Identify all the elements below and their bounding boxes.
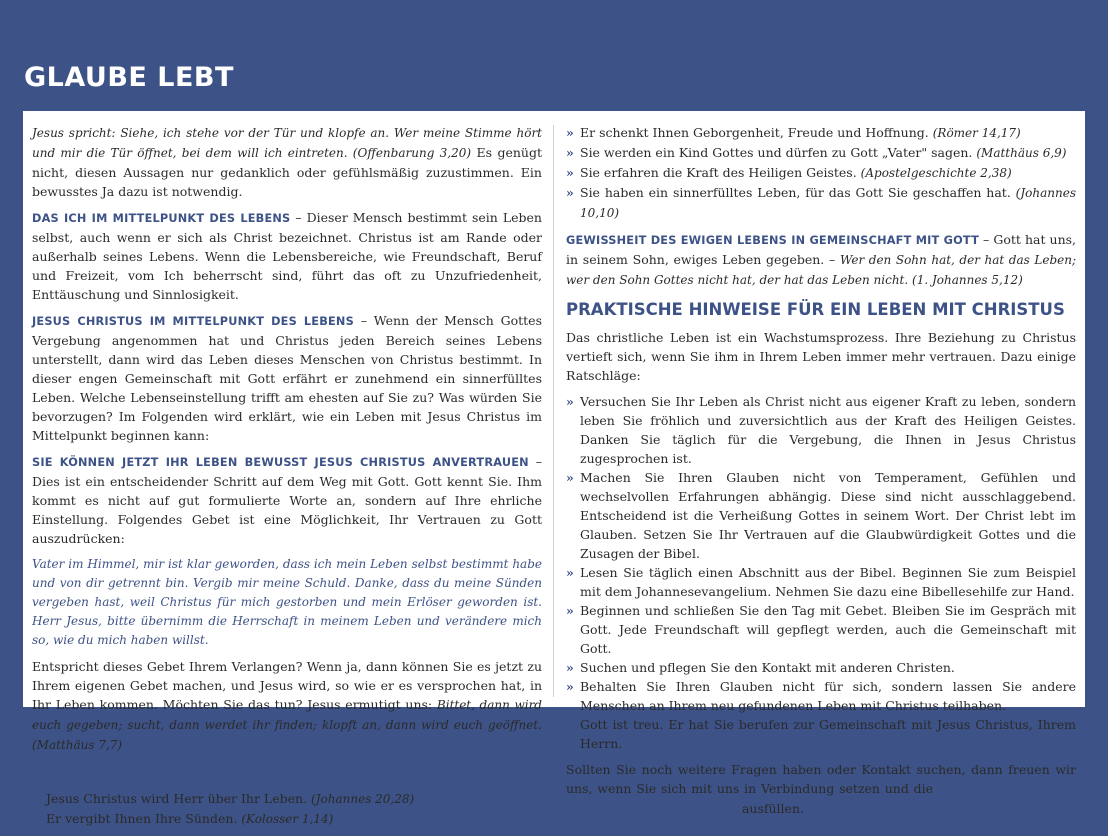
practical-heading: PRAKTISCHE HINWEISE FÜR EIN LEBEN MIT CHRISTUS: [566, 300, 1065, 319]
intro-paragraph: [32, 123, 542, 201]
section-christ-center: [32, 311, 542, 445]
list-item: » Sie erfahren die Kraft des Heiligen Geistes. (Apostelgeschichte 2,38): [566, 163, 1076, 183]
list-item: » Lesen Sie täglich einen Abschnitt aus der Bibel. Beginnen Sie zum Beispiel mit dem Johannesevangelium. Nehmen Sie dazu eine Bibellesehilfe zur Hand.: [566, 563, 1076, 601]
after-prayer-paragraph: [32, 657, 542, 755]
closing-end: ausfüllen.: [737, 801, 804, 816]
section-eternal-life-heading: GEWISSHEIT DES EWIGEN LEBENS IN GEMEINSCHAFT MIT GOTT: [566, 234, 980, 247]
section-ego-center-heading: DAS ICH IM MITTELPUNKT DES LEBENS: [32, 212, 291, 225]
bible-reference: (Kolosser 1,14): [241, 812, 334, 826]
column-divider: [553, 125, 554, 697]
section-christ-center-text: – Wenn der Mensch Gottes Vergebung angenommen hat und Christus jeden Bereich seines Lebens unterstellt, dann wird das Leben dieses Menschen von Christus bestimmt. In dieser engen Gemeinschaft mit Gott erfährt er zunehmend ein sinnerfülltes Leben. Welche Lebenseinstellung trifft am ehesten auf Sie zu? Was würden Sie bevorzugen? Im Folgenden wird erklärt, wie ein Leben mit Jesus Christus im Mittelpunkt beginnen kann:: [32, 313, 542, 443]
prayer-text: Vater im Himmel, mir ist klar geworden, dass ich mein Leben selbst bestimmt habe und von dir getrennt bin. Vergib mir meine Schuld. Danke, dass du meine Sünden vergeben hast, weil Christus für mich gestorben und mein Erlöser geworden ist. Herr Jesus, bitte übernimm die Herrschaft in meinem Leben und verändere mich so, wie du mich haben willst.: [32, 557, 542, 647]
list-item: » Machen Sie Ihren Glauben nicht von Temperament, Gefühlen und wechselvollen Erfahrungen abhängig. Diese sind nicht ausschlaggebend. Entscheidend ist die Verheißung Gottes in seinem Wort. Der Christ lebt im Glauben. Setzen Sie Ihr Vertrauen auf die Glaubwürdigkeit Gottes und die Zusagen der Bibel.: [566, 468, 1076, 563]
section-eternal-life-text: – Gott hat uns, in seinem Sohn, ewiges Leben gegeben. –: [566, 232, 1077, 267]
closing-paragraph: [566, 760, 1076, 819]
section-christ-center-heading: JESUS CHRISTUS IM MITTELPUNKT DES LEBENS: [32, 315, 354, 328]
list-item: » Behalten Sie Ihren Glauben nicht für sich, sondern lassen Sie andere Menschen an Ihrem neu gefundenen Leben mit Christus teilhaben.: [566, 677, 1076, 715]
list-item: » Sie werden ein Kind Gottes und dürfen zu Gott „Vater" sagen. (Matthäus 6,9): [566, 143, 1076, 163]
list-item: » Versuchen Sie Ihr Leben als Christ nicht aus eigener Kraft zu leben, sondern leben Sie fröhlich und zuversichtlich aus der Kraft des Heiligen Geistes. Danken Sie täglich für die Vergebung, die Ihnen in Jesus Christus zugesprochen ist.: [566, 392, 1076, 468]
closing-text: Sollten Sie noch weitere Fragen haben oder Kontakt suchen, dann freuen wir uns, wenn Sie sich mit uns in Verbindung setzen und die: [566, 762, 1076, 796]
bible-reference: (Römer 14,17): [932, 126, 1021, 140]
left-bullet-list: [32, 789, 542, 829]
bible-reference: (Apostelgeschichte 2,38): [860, 166, 1012, 180]
tips-list: [566, 392, 1076, 753]
what-happens-heading: WAS GESCHIEHT, WENN SIE IHR LEBEN JESUS CHRISTUS ANVERTRAUEN?: [32, 766, 504, 779]
section-entrust-heading: SIE KÖNNEN JETZT IHR LEBEN BEWUSST JESUS CHRISTUS ANVERTRAUEN: [32, 456, 529, 469]
section-ego-center: [32, 208, 542, 304]
answer-card-reference: ANTWORTKARTE AUF DER KALENDERRÜCKSEITE: [566, 783, 1076, 816]
list-item: » Er vergibt Ihnen Ihre Sünden. (Kolosser 1,14): [32, 809, 542, 829]
list-item: » Suchen und pflegen Sie den Kontakt mit anderen Christen.: [566, 658, 1076, 677]
bible-reference: (Johannes 10,10): [580, 186, 1076, 220]
list-item: » Er schenkt Ihnen Geborgenheit, Freude und Hoffnung. (Römer 14,17): [566, 123, 1076, 143]
list-item: » Beginnen und schließen Sie den Tag mit Gebet. Bleiben Sie im Gespräch mit Gott. Jede Freundschaft will gepflegt werden, auch die Gemeinschaft mit Gott.: [566, 601, 1076, 658]
intro-quote: Jesus spricht: Siehe, ich stehe vor der Tür und klopfe an. Wer meine Stimme hört und mir die Tür öffnet, bei dem will ich eintreten. (Offenbarung 3,20): [32, 126, 542, 160]
bible-reference: (Matthäus 6,9): [976, 146, 1067, 160]
intro-text: Es genügt nicht, diesen Aussagen nur gedanklich oder gefühlsmäßig zuzustimmen. Ein bewusstes Ja dazu ist notwendig.: [32, 145, 543, 199]
after-prayer-quote: Bittet, dann wird euch gegeben; sucht, dann werdet ihr finden; klopft an, dann wird euch geöffnet. (Matthäus 7,7): [32, 698, 542, 752]
after-prayer-text: Entspricht dieses Gebet Ihrem Verlangen? Wenn ja, dann können Sie es jetzt zu Ihrem eigenen Gebet machen, und Jesus wird, so wie er es versprochen hat, in Ihr Leben kommen. Möchten Sie das tun? Jesus ermutigt uns:: [32, 659, 542, 712]
page-title: GLAUBE LEBT: [24, 62, 234, 93]
list-item: » Gott ist treu. Er hat Sie berufen zur Gemeinschaft mit Jesus Christus, Ihrem Herrn.: [566, 715, 1076, 753]
left-column: [32, 123, 542, 836]
section-eternal-life: [566, 230, 1076, 290]
bible-reference: (Johannes 20,28): [311, 792, 415, 806]
list-item: » Sie haben ein sinnerfülltes Leben, für das Gott Sie geschaffen hat. (Johannes 10,10): [566, 183, 1076, 223]
right-bullet-list: [566, 123, 1076, 223]
section-eternal-life-quote: Wer den Sohn hat, der hat das Leben; wer den Sohn Gottes nicht hat, der hat das Leben nicht. (1. Johannes 5,12): [566, 253, 1077, 287]
section-entrust-text: – Dies ist ein entscheidender Schritt auf dem Weg mit Gott. Gott kennt Sie. Ihm kommt es nicht auf gut formulierte Worte an, sondern auf Ihre ehrliche Einstellung. Folgendes Gebet ist eine Möglichkeit, Ihr Vertrauen zu Gott auszudrücken:: [32, 454, 542, 546]
right-column: [566, 123, 1076, 826]
list-item: » Jesus Christus wird Herr über Ihr Leben. (Johannes 20,28): [32, 789, 542, 809]
practical-intro: Das christliche Leben ist ein Wachstumsprozess. Ihre Beziehung zu Christus vertieft sich, wenn Sie ihm in Ihrem Leben immer mehr vertrauen. Dazu einige Ratschläge:: [566, 330, 1076, 383]
section-ego-center-text: – Dieser Mensch bestimmt sein Leben selbst, auch wenn er sich als Christ bezeichnet. Christus ist am Rande oder außerhalb seines Lebens. Wenn die Lebensbereiche, wie Freundschaft, Beruf und Freizeit, vom Ich beherrscht sind, führt das oft zu Unzufriedenheit, Enttäuschung und Sinnlosigkeit.: [32, 210, 542, 302]
content-panel: [23, 111, 1085, 826]
section-entrust: [32, 452, 542, 548]
